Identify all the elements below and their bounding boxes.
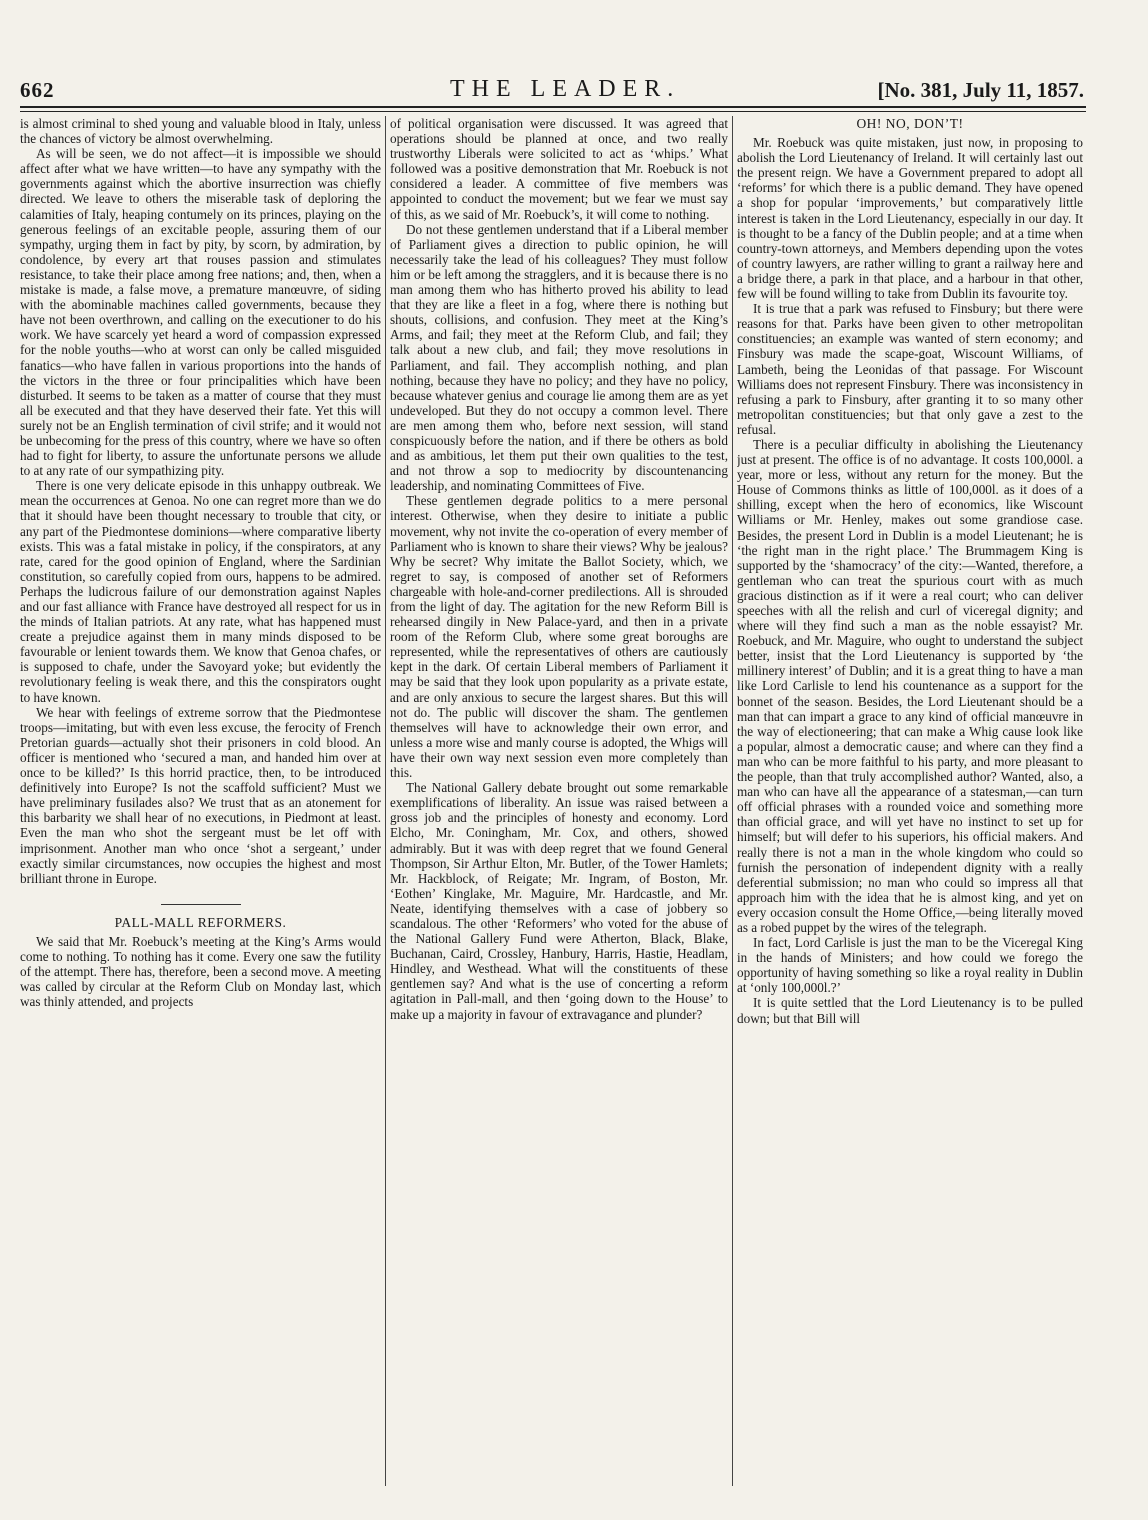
header-rule-thin bbox=[20, 111, 1086, 112]
page-number: 662 bbox=[20, 78, 55, 102]
column-3 bbox=[737, 116, 1083, 1486]
paragraph: There is a peculiar difficulty in abolishing the Lieutenancy just at present. The office is of no advantage. It costs 100,000l. a year, more or less, without any return for the money. But the House of Commons thinks as little of 100,000l. as it does of a shilling, except when the hero of economics, like Wiscount Williams or Mr. Henley, makes out some grandiose case. Besides, the present Lord in Dublin is a model Lieutenant; he is ‘the right man in the right place.’ The Brummagem King is supported by the ‘shamocracy’ of the city:—Wanted, therefore, a gentleman who can treat the spurious court with as much gracious distinction as if it were a real court; who can deliver speeches with all the relish and curl of viceregal dignity; and where will they find such a man as the noble essayist? Mr. Roebuck, and Mr. Maguire, who ought to understand the subject better, insist that the Lord Lieutenancy is supported by ‘the millinery interest’ of Dublin; and it is a great thing to have a man like Lord Carlisle to lend his countenance as a support for the bonnet of the season. Besides, the Lord Lieutenant should be a man that can impart a grace to any kind of official manœuvre in the way of electioneering; that can make a Whig cause look like a popular, almost a democratic cause; and where can they find a man who can be more faithful to his party, and more pleasant to the people, than that truly accomplished author? Wanted, also, a man who can have all the appearance of a statesman,—can turn off official phrases with a rounded voice and something more than official grace, and will yet have no instinct to set up for himself; but will defer to his superiors, his official makers. And really there is not a man in the whole kingdom who could so furnish the personation of independent dignity with a really deferential submission; no man who could so impress all that approach him with the idea that he is almost king, and yet on every occasion consult the Home Office,—being literally moved as a robed puppet by the wires of the telegraph. bbox=[737, 436, 1083, 935]
column-divider-2 bbox=[732, 116, 733, 1486]
column-2 bbox=[390, 116, 728, 1486]
paragraph: The National Gallery debate brought out some remarkable exemplifications of liberality. An issue was raised between a gross job and the principles of honesty and economy. Lord Elcho, Mr. Coningham, Mr. Cox, and others, showed admirably. But it was with deep regret that we found General Thompson, Sir Arthur Elton, Mr. Butler, of the Tower Hamlets; Mr. Hackblock, of Reigate; Mr. Ingram, of Boston, Mr. ‘Eothen’ Kinglake, Mr. Maguire, Mr. Hardcastle, and Mr. Neate, identifying themselves with a case of jobbery so scandalous. The other ‘Reformers’ who voted for the abuse of the National Gallery Fund were Atherton, Black, Blake, Buchanan, Caird, Crossley, Hanbury, Harris, Hastie, Headlam, Hindley, and Westhead. What will the constituents of these gentlemen say? And what is the use of concerting a reform agitation in Pall-mall, and then ‘going down to the House’ to make up a majority in favour of extravagance and plunder? bbox=[390, 780, 728, 1022]
header-rule bbox=[20, 106, 1086, 108]
section-heading-pall-mall-reformers: PALL-MALL REFORMERS. bbox=[114, 914, 287, 930]
paragraph: Mr. Roebuck was quite mistaken, just now, in proposing to abolish the Lord Lieutenancy of Ireland. It will certainly last out the present reign. We have a Government prepared to adopt all ‘reforms’ for which there is a public demand. They have opened a shop for popular ‘improvements,’ but comparatively little interest is taken in the Lord Lieutenancy, especially in our day. It is thought to be a fancy of the Dublin people; and at a time when country-town attorneys, and Members depending upon the votes of country lawyers, are rather willing to grant a railway here and a bridge there, a park in that place, and a harbour in that other, few will be found willing to take from Dublin its favourite toy. bbox=[737, 135, 1083, 302]
paragraph: of political organisation were discussed. It was agreed that operations should be planned at once, and two really trustworthy Liberals were solicited to act as ‘whips.’ What followed was a positive demonstration that Mr. Roebuck is not considered a leader. A committee of five members was appointed to conduct the movement; but we fear we must say of this, as we said of Mr. Roebuck’s, it will come to nothing. bbox=[390, 116, 728, 222]
column-1 bbox=[20, 116, 381, 1486]
section-divider bbox=[161, 904, 241, 905]
masthead bbox=[20, 76, 1084, 104]
paragraph: We said that Mr. Roebuck’s meeting at the King’s Arms would come to nothing. To nothing has it come. Every one saw the futility of the attempt. There has, therefore, been a second move. A meeting was called by circular at the Reform Club on Monday last, which was thinly attended, and projects bbox=[20, 933, 381, 1010]
newspaper-title: THE LEADER. bbox=[450, 76, 681, 102]
paragraph: In fact, Lord Carlisle is just the man to be the Viceregal King in the hands of Ministers; and how could we forego the opportunity of having something so like a royal reality in Dublin at ‘only 100,000l.?’ bbox=[737, 935, 1083, 996]
paragraph: is almost criminal to shed young and valuable blood in Italy, unless the chances of victory be almost overwhelming. bbox=[20, 116, 381, 147]
issue-date: [No. 381, July 11, 1857. bbox=[877, 78, 1084, 102]
column-divider-1 bbox=[385, 116, 386, 1486]
paragraph: Do not these gentlemen understand that if a Liberal member of Parliament gives a direction to public opinion, he will necessarily take the lead of his colleagues? They must follow him or be left among the stragglers, and it is because there is no man among them who has hitherto proved his ability to lead that they are like a fleet in a fog, where there is nothing but shouts, collisions, and confusion. They meet at the King’s Arms, and fail; they meet at the Reform Club, and fail; they talk about a new club, and fail; they move resolutions in Parliament, and fail. They accomplish nothing, and plan nothing, because they have no policy; and they have no policy, because whatever genius and courage lie among them are as yet undeveloped. But they do not occupy a common level. There are men among them who, before next session, will stand conspicuously before the nation, and if there be others as bold and as ambitious, let them put their own qualities to the test, and not throw a sop to mediocrity by discountenancing leadership, and nominating Committees of Five. bbox=[390, 221, 728, 494]
paragraph: These gentlemen degrade politics to a mere personal interest. Otherwise, when they desire to initiate a public movement, why not invite the co-operation of every member of Parliament who is known to share their views? Why be jealous? Why be secret? Why imitate the Ballot Society, which, we regret to say, is composed of another set of Reformers chargeable with hole-and-corner predilections. All is shrouded from the light of day. The agitation for the new Reform Bill is rehearsed dingily in New Palace-yard, and then in a private room of the Reform Club, where some great boroughs are represented, while the representatives of others are cautiously kept in the dark. Of certain Liberal members of Parliament it may be said that they look upon popularity as a private estate, and are only anxious to secure the largest shares. But this will not do. The public will discover the sham. The gentlemen themselves will have to acknowledge their own error, and unless a more wise and manly course is adopted, the Whigs will have their own way next session even more completely than this. bbox=[390, 493, 728, 781]
paragraph: It is quite settled that the Lord Lieutenancy is to be pulled down; but that Bill will bbox=[737, 995, 1083, 1026]
paragraph: It is true that a park was refused to Finsbury; but there were reasons for that. Parks have been given to other metropolitan constituencies; an example was wanted of stern economy; and Finsbury was made the scape-goat, Wiscount Williams, of Lambeth, being the Leonidas of that passage. For Wiscount Williams does not represent Finsbury. There was inconsistency in refusing a park to Finsbury, after granting it to so many other metropolitan constituencies; but that only gave a zest to the refusal. bbox=[737, 301, 1083, 437]
paragraph: We hear with feelings of extreme sorrow that the Piedmontese troops—imitating, but with even less excuse, the ferocity of French Pretorian guards—actually shot their prisoners in cold blood. An officer is mentioned who ‘secured a man, and handed him over at once to be killed?’ Is this horrid practice, then, to be introduced definitively into Europe? Is not the scaffold sufficient? Must we have preliminary fusilades also? We trust that as an atonement for this barbarity we shall hear of no executions, in Piedmont at least. Even the man who shot the sergeant must be let off with imprisonment. Another man who once ‘shot a sergeant,’ under exactly similar circumstances, now occupies the highest and most brilliant throne in Europe. bbox=[20, 704, 381, 886]
section-heading-oh-no-dont: OH! NO, DON’T! bbox=[856, 116, 964, 131]
paragraph: There is one very delicate episode in this unhappy outbreak. We mean the occurrences at Genoa. No one can regret more than we do that it should have been thought necessary to trouble that city, or any part of the Piedmontese dominions—where comparative liberty exists. This was a fatal mistake in policy, if the conspirators, at any rate, cared for the good opinion of England, where the Sardinian constitution, so carefully copied from ours, happens to be admired. Perhaps the ludicrous failure of our demonstration against Naples and our fast alliance with France have destroyed all respect for us in the minds of Italian patriots. At any rate, what has happened must create a prejudice against them in many minds disposed to be favourable or lenient towards them. We know that Genoa chafes, or is supposed to chafe, under the Savoyard yoke; but evidently the revolutionary feeling is weak there, and this the conspirators ought to have known. bbox=[20, 478, 381, 705]
paragraph: As will be seen, we do not affect—it is impossible we should affect after what we have written—to have any sympathy with the governments against which the abortive insurrection was chiefly directed. We leave to others the miserable task of deploring the calamities of Italy, heaping contumely on its princes, playing on the generous feelings of an excitable people, assuring them of our sympathy, urging them in fact by pity, by scorn, by admiration, by condolence, by every art that rouses passion and stimulates resistance, to take their place among free nations; and, then, when a mistake is made, a false move, a premature manœuvre, of siding with the abominable machines called governments, because they have not been overthrown, and calling on the executioner to do his work. We have scarcely yet heard a word of compassion expressed for the noble youths—who at worst can only be called misguided fanatics—who have fallen in various proportions into the hands of the victors in the three or four principalities which have been disturbed. It seems to be taken as a matter of course that they must all be executed and that they have deserved their fate. Yet this will surely not be an English termination of civil strife; and it would not be unbecoming for the press of this country, where we have so often had to fight for liberty, to assure the unfortunate persons we allude to at any rate of our sympathizing pity. bbox=[20, 146, 381, 479]
